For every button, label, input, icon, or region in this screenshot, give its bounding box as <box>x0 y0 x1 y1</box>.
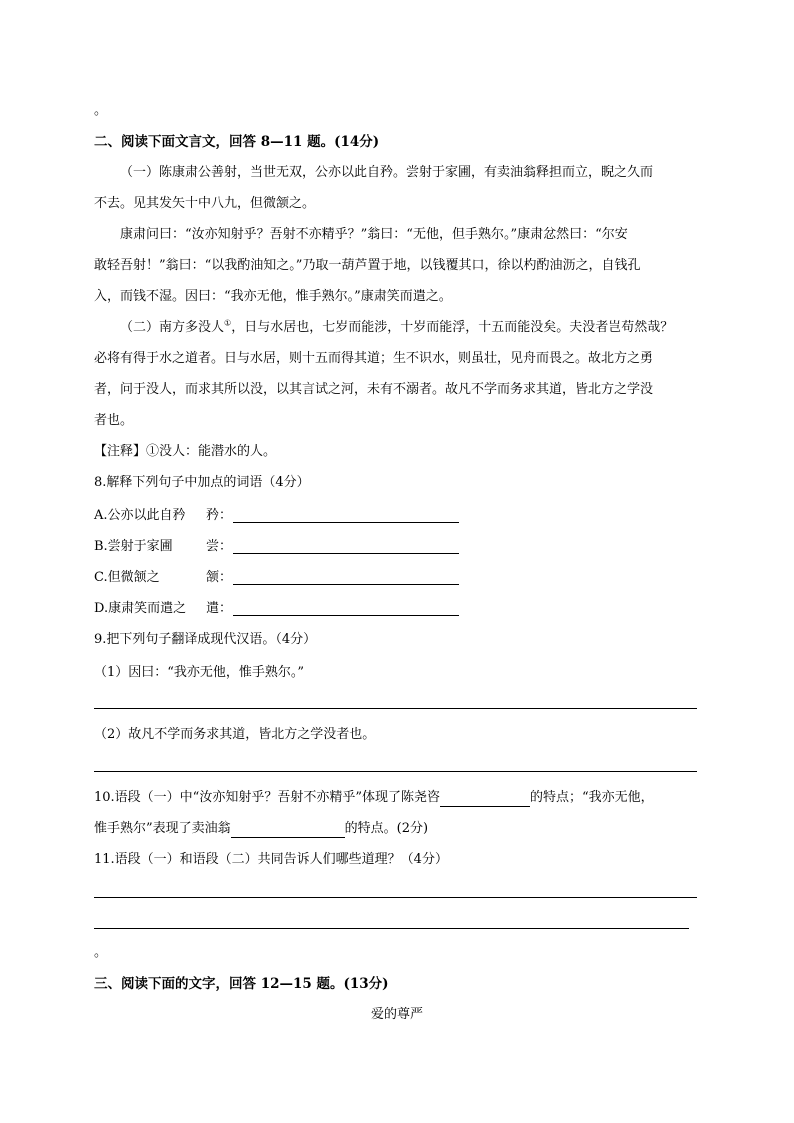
q9-sentence-1: （1）因曰：“我亦无他，惟手熟尔。” <box>94 665 305 680</box>
q9-answer-line-2[interactable] <box>94 771 697 772</box>
q9-answer-line-1[interactable] <box>94 708 697 709</box>
q9-sentence-2: （2）故凡不学而务求其道，皆北方之学没者也。 <box>94 727 376 742</box>
q11-answer-line-1[interactable] <box>94 897 697 898</box>
q8-option-b-answer-line[interactable] <box>233 553 459 554</box>
q10-text-a: 10.语段（一）中“汝亦知射乎？吾射不亦精乎”体现了陈尧咨 <box>94 790 440 805</box>
q8-option-d-answer-line[interactable] <box>233 615 459 616</box>
q8-option-b-word: 尝： <box>206 539 233 554</box>
q8-option-c-label: C.但微颔之 <box>94 570 160 585</box>
passage-2-line-4: 者也。 <box>94 413 134 428</box>
passage-2-line-2: 必将有得于水之道者。日与水居，则十五而得其道；生不识水，则虽壮，见舟而畏之。故北方之勇 <box>94 351 654 366</box>
q11-answer-line-2[interactable] <box>94 928 689 929</box>
q10-text-b: 的特点；“我亦无他， <box>529 790 654 805</box>
passage-2-line-3: 者，问于没人，而求其所以没，以其言试之河，未有不溺者。故凡不学而务求其道，皆北方之学没 <box>94 382 654 397</box>
q8-option-a-answer-line[interactable] <box>233 522 459 523</box>
question-10-line-2 <box>94 820 428 838</box>
footnote-marker: ① <box>224 318 232 328</box>
dot-top: 。 <box>94 103 108 118</box>
question-9: 9.把下列句子翻译成现代汉语。（4分） <box>94 632 317 647</box>
passage-2-line-1 <box>120 319 673 337</box>
q8-option-a-label: A.公亦以此自矜 <box>94 508 186 523</box>
q8-option-b-label: B.尝射于家圃 <box>94 539 173 554</box>
q8-option-d-label: D.康肃笑而遣之 <box>94 601 187 616</box>
q8-option-d-word: 遣： <box>206 601 233 616</box>
q10-blank-2[interactable] <box>231 823 345 838</box>
passage-1-para-2-line-2: 敢轻吾射！”翁曰：“以我酌油知之。”乃取一葫芦置于地，以钱覆其口，徐以杓酌油沥之，自钱孔 <box>94 258 641 273</box>
passage-2-line-1-rest: ，日与水居也，七岁而能涉，十岁而能浮，十五而能没矣。夫没者岂苟然哉？ <box>231 320 674 335</box>
q10-text-c: 惟手熟尔”表现了卖油翁 <box>94 821 231 836</box>
question-10-line-1 <box>94 789 654 807</box>
passage-2-line-1-start: （二）南方多没人 <box>120 320 225 335</box>
article-title: 爱的尊严 <box>370 1007 423 1022</box>
annotation-note: 【注释】①没人：能潜水的人。 <box>94 444 277 459</box>
passage-1-para-2-line-1: 康肃问曰：“汝亦知射乎？吾射不亦精乎？”翁曰：“无他，但手熟尔。”康肃忿然曰：“尔安 <box>120 227 628 242</box>
passage-1-para-2-line-3: 入，而钱不湿。因曰：“我亦无他，惟手熟尔。”康肃笑而遣之。 <box>94 289 452 304</box>
q8-option-a-word: 矜： <box>206 508 233 523</box>
q8-option-c-answer-line[interactable] <box>233 584 459 585</box>
q8-option-c-word: 颔： <box>206 570 233 585</box>
q10-text-d: 的特点。(2分) <box>344 821 429 836</box>
passage-1-line-2: 不去。见其发矢十中八九，但微颔之。 <box>94 196 316 211</box>
question-11: 11.语段（一）和语段（二）共同告诉人们哪些道理？（4分） <box>94 852 448 867</box>
passage-1-line-1: （一）陈康肃公善射，当世无双，公亦以此自矜。尝射于家圃，有卖油翁释担而立，睨之久而 <box>120 165 654 180</box>
section-2-heading: 二、阅读下面文言文，回答 8—11 题。(14分) <box>94 134 380 150</box>
section-3-heading: 三、阅读下面的文字，回答 12—15 题。(13分) <box>94 976 389 992</box>
q10-blank-1[interactable] <box>440 792 530 807</box>
dot-bottom: 。 <box>94 945 108 960</box>
question-8: 8.解释下列句子中加点的词语（4分） <box>94 475 310 490</box>
